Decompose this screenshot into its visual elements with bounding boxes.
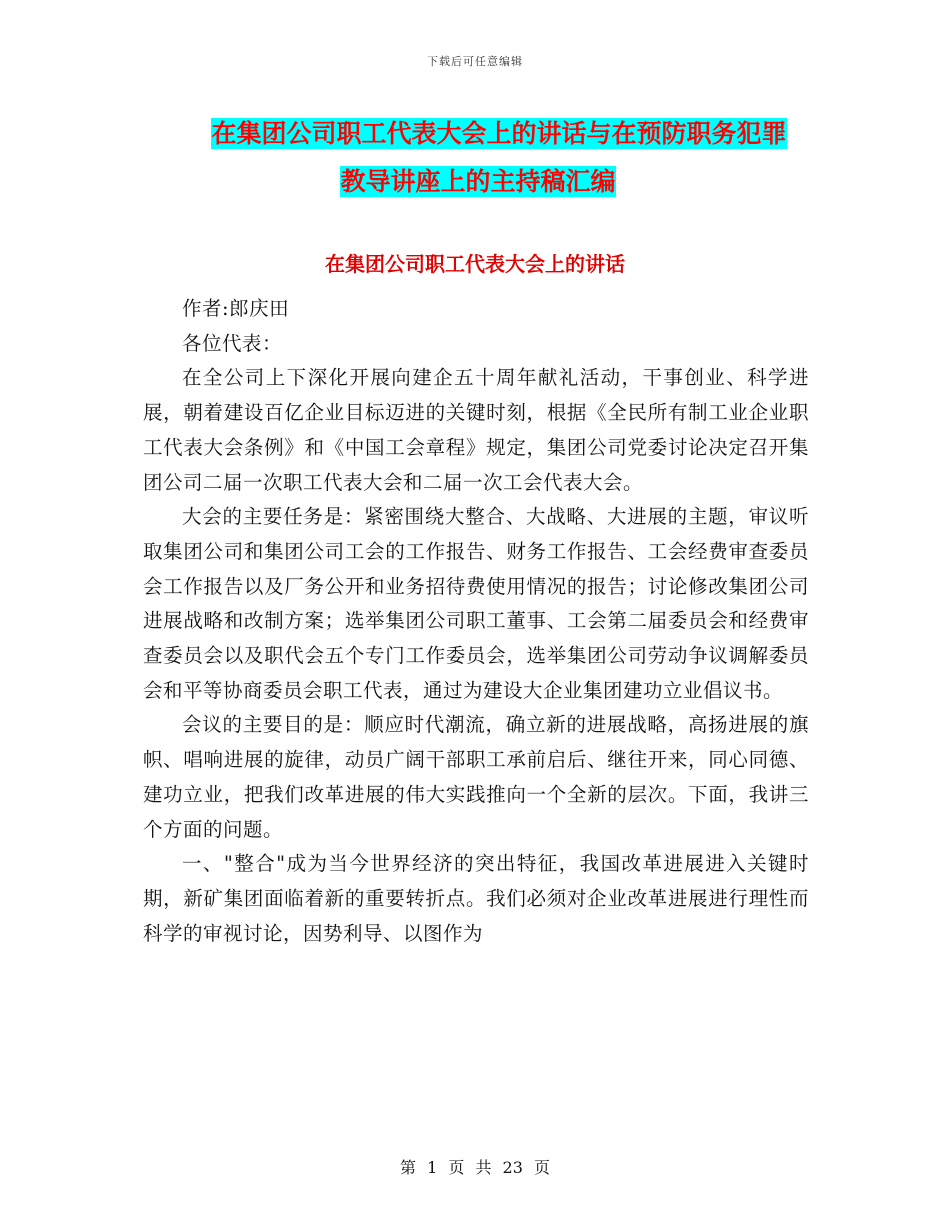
salutation: 各位代表： [182,331,283,355]
document-title-line-2: 教导讲座上的主持稿汇编 [340,167,616,196]
section-title: 在集团公司职工代表大会上的讲话 [325,252,625,276]
paragraph: 在全公司上下深化开展向建企五十周年献礼活动，干事创业、科学进展，朝着建设百亿企业目标迈进的关键时刻，根据《全民所有制工业企业职工代表大会条例》和《中国工会章程》规定，集团公司党委讨论决定召开集团公司二届一次职工代表大会和二届一次工会代表大会。 [143,366,809,494]
document-title-line-1: 在集团公司职工代表大会上的讲话与在预防职务犯罪 [211,119,787,148]
paragraph: 大会的主要任务是：紧密围绕大整合、大战略、大进展的主题，审议听取集团公司和集团公司工会的工作报告、财务工作报告、工会经费审查委员会工作报告以及厂务公开和业务招待费使用情况的报告；讨论修改集团公司进展战略和改制方案；选举集团公司职工董事、工会第二届委员会和经费审查委员会以及职代会五个专门工作委员会，选举集团公司劳动争议调解委员会和平等协商委员会职工代表，通过为建设大企业集团建功立业倡议书。 [143,505,809,702]
page-footer: 第 1 页 共 23 页 [400,1158,550,1177]
body-text [143,292,809,951]
header-note: 下载后可任意编辑 [427,55,523,68]
document-title [0,110,950,206]
author-line: 作者:郎庆田 [182,297,290,320]
paragraph: 会议的主要目的是：顺应时代潮流，确立新的进展战略，高扬进展的旗帜、唱响进展的旋律，动员广阔干部职工承前启后、继往开来，同心同德、建功立业，把我们改革进展的伟大实践推向一个全新的层次。下面，我讲三个方面的问题。 [143,713,809,841]
paragraph: 一、"整合"成为当今世界经济的突出特征，我国改革进展进入关键时期，新矿集团面临着新的重要转折点。我们必须对企业改革进展进行理性而科学的审视讨论，因势利导、以图作为 [143,852,809,945]
